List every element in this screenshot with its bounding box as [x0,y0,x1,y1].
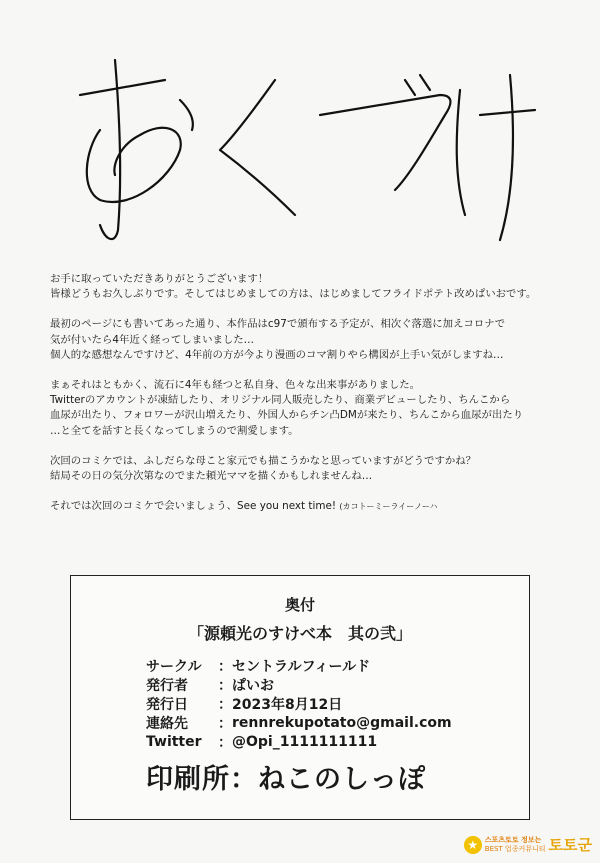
watermark-top: 스포츠토토 정보는 [484,835,542,844]
signoff-line [50,499,570,514]
afterword [50,272,570,529]
printer-line [146,757,529,796]
colophon-box [70,575,530,820]
text-line: 次回のコミケでは、ふしだらな母こと家元でも描こうかなと思っていますがどうですかね？ [50,454,477,467]
row-separator: ： [218,734,232,751]
row-separator: ： [218,696,232,713]
colophon-heading: 奥付 [284,596,315,614]
row-separator: ： [218,677,232,694]
row-label: Twitter [146,733,202,750]
text-line: まぁそれはともかく、流石に4年も経つと私自身、色々な出来事がありました。 [50,379,421,392]
colophon-row-contact [146,713,529,732]
row-value: @Opi_1111111111 [232,733,378,750]
afterword-paragraph-2 [50,317,570,363]
row-label: 発行日 [146,696,188,713]
colophon-details [146,656,529,751]
printer-separator: ： [230,764,258,795]
text-line: 個人的な感想なんですけど、4年前の方が今より漫画のコマ割りやら構図が上手い気がしますね… [50,348,504,361]
colophon-row-publisher [146,675,529,694]
row-separator: ： [218,715,232,732]
row-label: 連絡先 [146,715,188,732]
watermark-brand: 토토군 [548,836,592,854]
colophon-row-twitter [146,732,529,751]
text-line: Twitterのアカウントが凍結したり、オリジナル同人販売したり、商業デビューしたり、ちんこから [50,394,511,407]
signoff-text: それでは次回のコミケで会いましょう、See you next time! [50,500,337,513]
text-line: 気が付いたら4年近く経ってしまいました… [50,333,255,346]
afterword-paragraph-4 [50,454,570,484]
row-value: ぱいお [232,677,274,694]
colophon-row-circle [146,656,529,675]
colophon-row-date [146,694,529,713]
row-value: rennrekupotato@gmail.com [232,714,452,731]
printer-value: ねこのしっぽ [258,764,426,795]
row-value: セントラルフィールド [232,658,371,675]
mascot-icon: ★ [464,836,482,854]
afterword-signoff [50,499,570,514]
afterword-paragraph-3 [50,378,570,439]
text-line: 血尿が出たり、フォロワーが沢山増えたり、外国人からチン凸DMが来たり、ちんこから血尿が出たり [50,409,524,422]
signoff-note: (カコトーミーライーノーハ [339,502,438,512]
handwritten-title [70,40,540,255]
row-label: サークル [146,658,202,675]
text-line: 皆様どうもお久しぶりです。そしてはじめましての方は、はじめましてフライドポテト改めぱいおです。 [50,288,537,301]
row-label: 発行者 [146,677,188,694]
watermark-text [485,836,546,854]
text-line: …と全てを話すと長くなってしまうので割愛します。 [50,424,299,437]
book-title: 「源頼光のすけべ本 其の弐」 [187,624,412,643]
afterword-paragraph-1 [50,272,570,302]
corner-watermark [464,834,592,855]
row-separator: ： [218,658,232,675]
row-value: 2023年8月12日 [232,696,343,713]
printer-label: 印刷所 [146,764,230,795]
watermark-bottom: BEST 업종커뮤니티 [484,844,546,853]
text-line: お手に取っていただきありがとうございます！ [50,273,269,285]
text-line: 結局その日の気分次第なのでまた頼光ママを描くかもしれませんね… [50,470,373,483]
text-line: 最初のページにも書いてあった通り、本作品はc97で頒布する予定が、相次ぐ落選に加えコロナで [50,318,506,331]
